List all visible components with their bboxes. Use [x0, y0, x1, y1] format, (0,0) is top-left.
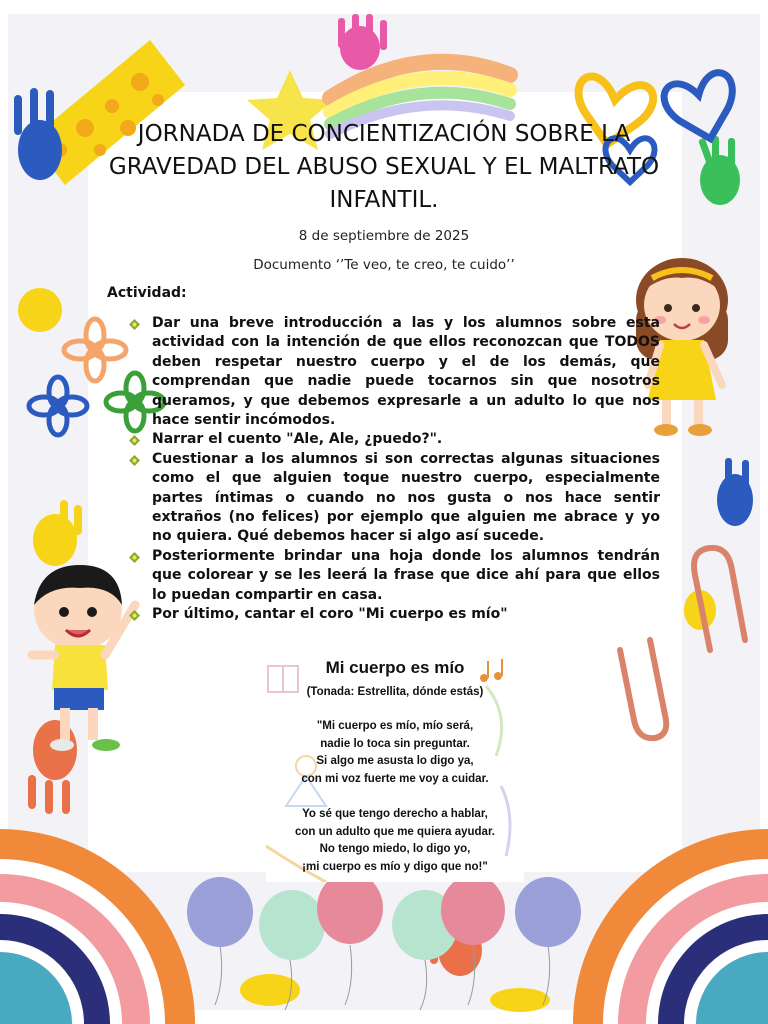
document-title: JORNADA DE CONCIENTIZACIÓN SOBRE LA GRAVEDAD DEL ABUSO SEXUAL Y EL MALTRATO INFANTIL.: [108, 121, 660, 213]
song-line: Si algo me asusta lo digo ya,: [316, 755, 474, 767]
song-line: No tengo miedo, lo digo yo,: [319, 843, 471, 855]
song-line: con un adulto que me quiera ayudar.: [294, 825, 495, 838]
bullet-icon: [128, 609, 141, 622]
list-item: [128, 605, 660, 624]
bullet-icon: [128, 318, 141, 331]
song-title: Mi cuerpo es mío: [325, 658, 465, 677]
song-verse-1: [266, 718, 524, 788]
bullet-icon: [128, 454, 141, 467]
document-name: Documento ‘’Te veo, te creo, te cuido’’: [253, 257, 515, 273]
activity-text: Narrar el cuento "Ale, Ale, ¿puedo?".: [152, 431, 443, 448]
song-line: Yo sé que tengo derecho a hablar,: [302, 808, 488, 820]
activity-text: Cuestionar a los alumnos si son correctas algunas situaciones como el que alguien toque nuestro cuerpo, especialmente partes íntimas o cuando no nos gusta o nos hace sentir extraños (no felices) por ejemplo que alguien me abrace y yo no quiera. Qué debemos hacer si algo así sucede.: [152, 450, 660, 545]
activity-text: Por último, cantar el coro "Mi cuerpo es mío": [152, 606, 508, 623]
song-card: [266, 656, 524, 882]
song-line: "Mi cuerpo es mío, mío será,: [316, 720, 474, 732]
activity-text: Dar una breve introducción a las y los alumnos sobre esta actividad con la intención de que ellos reconozcan que TODOS deben respetar nuestro cuerpo y el de los demás, que comprendan que nadie puede tocarnos sin que nosotros queramos, y que debemos expresarle a un adulto lo que nos hace sentir incómodos.: [152, 315, 660, 429]
song-line: nadie lo toca sin preguntar.: [320, 737, 470, 750]
list-item: [128, 314, 660, 430]
song-tune: (Tonada: Estrellita, dónde estás): [306, 686, 484, 698]
handprint-icon: [698, 136, 740, 205]
activity-list: [128, 314, 660, 625]
activity-label: Actividad:: [107, 285, 187, 301]
song-verse-2: [266, 806, 524, 876]
bullet-icon: [128, 434, 141, 447]
song-line: con mi voz fuerte me voy a cuidar.: [301, 772, 489, 785]
song-line: ¡mi cuerpo es mío y digo que no!": [302, 860, 488, 873]
list-item: [128, 547, 660, 605]
activity-text: Posteriormente brindar una hoja donde los alumnos tendrán que colorear y se les leerá la frase que dice ahí para que ellos lo puedan compartir en casa.: [152, 547, 660, 603]
list-item: [128, 450, 660, 547]
list-item: [128, 430, 660, 449]
bullet-icon: [128, 551, 141, 564]
document-date: 8 de septiembre de 2025: [298, 228, 470, 244]
